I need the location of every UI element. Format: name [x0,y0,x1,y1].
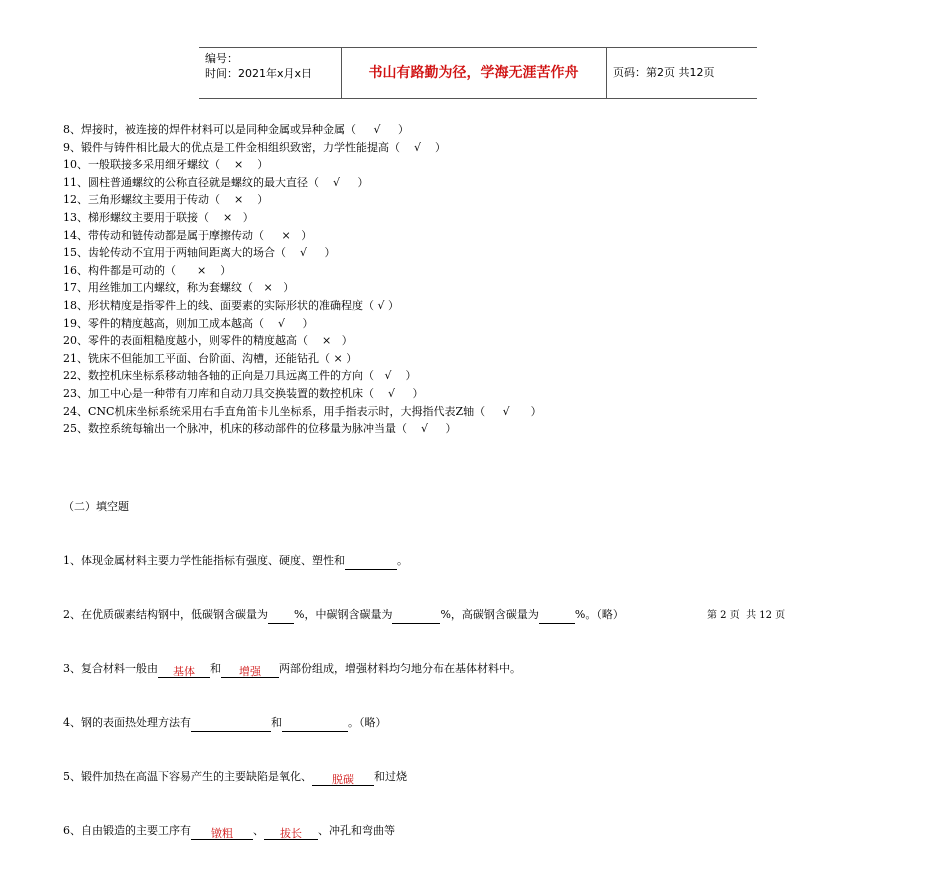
answer-mark: √ [384,369,392,383]
judgment-questions [63,121,883,438]
number-label: 编号： [205,52,238,65]
judgment-item: 20、零件的表面粗糙度越小，则零件的精度越高（ × ） [63,334,353,348]
question-list [63,121,883,876]
judgment-item: 21、铣床不但能加工平面、台阶面、沟槽，还能钻孔（ × ） [63,351,358,365]
judgment-item: 11、圆柱普通螺纹的公称直径就是螺纹的最大直径（ √ ） [63,175,369,189]
answer-mark: × [196,263,207,277]
judgment-item: 8、焊接时，被连接的焊件材料可以是同种金属或异种金属（ √ ） [63,123,409,136]
judgment-item: 14、带传动和链传动都是属于摩擦传动（ × ） [63,228,313,242]
answer-blank[interactable]: 镦粗 [191,825,253,840]
answer-blank[interactable] [282,717,348,732]
header-divider [606,48,607,98]
answer-blank[interactable] [345,555,397,570]
answer-mark: × [281,228,291,242]
answer-mark: × [223,210,233,224]
judgment-item: 13、梯形螺纹主要用于联接（ × ） [63,210,254,224]
time-label: 时间：2021年x月x日 [205,67,313,80]
judgment-item: 22、数控机床坐标系移动轴各轴的正向是刀具远离工件的方向（ √ ） [63,369,417,383]
fill-question-3: 3、复合材料一般由 基体 和 增强 两部份组成，增强材料均匀地分布在基体材料中。 [63,661,521,678]
answer-mark: √ [414,140,422,154]
header-info [205,51,312,81]
judgment-item: 25、数控系统每输出一个脉冲，机床的移动部件的位移量为脉冲当量（ √ ） [63,422,457,436]
fill-question-5: 5、锻件加热在高温下容易产生的主要缺陷是氧化、 脱碳 和过烧 [63,769,407,786]
answer-blank[interactable] [268,609,294,624]
fill-question-4: 4、钢的表面热处理方法有 和 。（略） [63,714,883,732]
judgment-item: 19、零件的精度越高，则加工成本越高（ √ ） [63,316,314,330]
fill-question-1: 1、体现金属材料主要力学性能指标有强度、硬度、塑性和 。 [63,552,883,570]
section-title: （二）填空题 [63,499,129,513]
answer-blank[interactable] [539,609,575,624]
judgment-item: 15、齿轮传动不宜用于两轴间距离大的场合（ √ ） [63,246,336,260]
judgment-item: 23、加工中心是一种带有刀库和自动刀具交换装置的数控机床（ √ ） [63,386,424,400]
answer-blank[interactable] [191,717,271,732]
answer-mark: √ [388,386,396,400]
answer-mark: √ [333,175,341,189]
judgment-item: 9、锻件与铸件相比最大的优点是工件金相组织致密，力学性能提高（ √ ） [63,140,447,154]
answer-mark: √ [373,123,381,136]
judgment-item: 18、形状精度是指零件上的线、面要素的实际形状的准确程度（ √ ） [63,298,400,312]
answer-mark: × [234,193,244,207]
answer-blank[interactable]: 脱碳 [312,771,374,786]
judgment-item: 17、用丝锥加工内螺纹，称为套螺纹（ × ） [63,281,295,295]
fill-question-2: 2、在优质碳素结构钢中，低碳钢含碳量为 %，中碳钢含碳量为 %，高碳钢含碳量为 %。（略） [63,606,883,624]
answer-mark: √ [421,422,429,436]
answer-blank[interactable]: 增强 [221,663,279,678]
page-footer: 第 2 页 共 12 页 [707,610,786,621]
answer-blank[interactable]: 基体 [158,663,210,678]
judgment-item: 16、构件都是可动的（ × ） [63,263,232,277]
answer-mark: √ [502,404,510,418]
answer-mark: √ [300,246,308,260]
answer-mark: × [322,334,332,348]
judgment-item: 12、三角形螺纹主要用于传动（ × ） [63,193,269,207]
header-motto: 书山有路勤为径，学海无涯苦作舟 [368,65,579,81]
answer-mark: √ [278,316,286,330]
fill-question-6: 6、自由锻造的主要工序有 镦粗 、 拔长 、冲孔和弯曲等 [63,823,395,840]
answer-mark: √ [377,298,385,312]
answer-mark: × [263,281,273,295]
answer-blank[interactable]: 拔长 [264,825,318,840]
answer-mark: × [234,158,244,172]
judgment-item: 10、一般联接多采用细牙螺纹（ × ） [63,158,269,172]
answer-mark: × [333,351,343,365]
judgment-item: 24、CNC机床坐标系统采用右手直角笛卡儿坐标系，用手指表示时，大拇指代表Z轴（ √ ） [63,404,542,418]
header-page-info: 页码：第2页 共12页 [613,66,715,79]
fill-in-section [63,462,883,876]
page-header [199,47,757,99]
answer-blank[interactable] [392,609,440,624]
